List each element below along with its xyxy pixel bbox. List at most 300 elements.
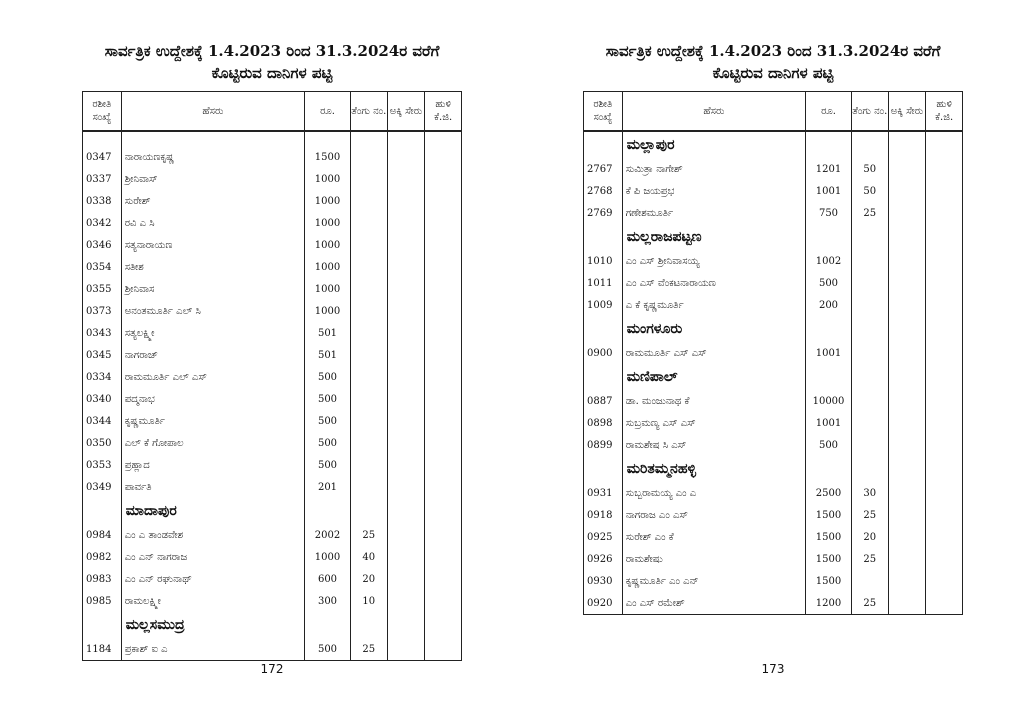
receipt-cell: 0930 (584, 570, 623, 592)
place-heading: ಮಲ್ಲರಾಜಪಟ್ಟಣ (622, 224, 805, 250)
rice-cell (387, 300, 425, 322)
rice-cell (888, 272, 926, 294)
tamarind-cell (425, 388, 462, 410)
table-row (584, 272, 963, 294)
receipt-cell: 0342 (83, 212, 122, 234)
receipt-cell: 0354 (83, 256, 122, 278)
tamarind-cell (425, 410, 462, 432)
tamarind-cell (425, 590, 462, 612)
receipt-cell: 0347 (83, 146, 122, 168)
place-heading: ಮಣಿಪಾಲ್ (622, 364, 805, 390)
header-receipt: ರಶೀತಿ ಸಂಖ್ಯೆ (83, 92, 122, 132)
table-row (584, 548, 963, 570)
coconut-cell: 50 (851, 180, 888, 202)
coconut-cell (350, 366, 387, 388)
coconut-cell (851, 570, 888, 592)
receipt-cell: 0931 (584, 482, 623, 504)
receipt-cell: 2768 (584, 180, 623, 202)
header-rice: ಅಕ್ಕಿ ಸೇರು (387, 92, 425, 132)
table-row (83, 410, 462, 432)
tamarind-cell (425, 546, 462, 568)
rice-cell (888, 592, 926, 615)
donor-table (82, 91, 462, 661)
tamarind-cell (425, 278, 462, 300)
rice-cell (387, 432, 425, 454)
name-cell: ಶ್ರೀನಿವಾಸ (121, 278, 304, 300)
amount-cell: 200 (806, 294, 852, 316)
place-heading-row (584, 224, 963, 250)
rice-cell (387, 322, 425, 344)
tamarind-cell (926, 526, 963, 548)
coconut-cell: 50 (851, 158, 888, 180)
rice-cell (387, 524, 425, 546)
table-body (83, 131, 462, 661)
table-row (584, 434, 963, 456)
coconut-cell (350, 190, 387, 212)
tamarind-cell (425, 190, 462, 212)
header-receipt: ರಶೀತಿ ಸಂಖ್ಯೆ (584, 92, 623, 132)
place-heading: ಮಾದಾಪುರ (121, 498, 304, 524)
name-cell: ಅನಂತಮೂರ್ತಿ ಎಲ್ ಸಿ (121, 300, 304, 322)
amount-cell: 1000 (305, 278, 351, 300)
coconut-cell (350, 212, 387, 234)
receipt-cell: 1009 (584, 294, 623, 316)
name-cell: ಎಂ ಎನ್ ರಘುನಾಥ್ (121, 568, 304, 590)
amount-cell: 1000 (305, 546, 351, 568)
receipt-cell: 0920 (584, 592, 623, 615)
coconut-cell: 40 (350, 546, 387, 568)
name-cell: ಪ್ರಕಾಶ್ ಐ ಎ (121, 638, 304, 661)
rice-cell (888, 434, 926, 456)
amount-cell: 1001 (806, 180, 852, 202)
page-title-line2: ಕೊಟ್ಟಿರುವ ದಾನಿಗಳ ಪಟ್ಟಿ (712, 64, 834, 82)
receipt-cell: 1010 (584, 250, 623, 272)
place-heading: ಮಂಗಳೂರು (622, 316, 805, 342)
rice-cell (387, 568, 425, 590)
receipt-cell: 0925 (584, 526, 623, 548)
name-cell: ರವಿ ಎ ಸಿ (121, 212, 304, 234)
amount-cell: 1500 (806, 570, 852, 592)
coconut-cell: 25 (851, 504, 888, 526)
rice-cell (888, 342, 926, 364)
table-row (584, 342, 963, 364)
table-header-row (83, 92, 462, 132)
tamarind-cell (926, 482, 963, 504)
receipt-cell: 0355 (83, 278, 122, 300)
coconut-cell: 30 (851, 482, 888, 504)
receipt-cell: 0344 (83, 410, 122, 432)
name-cell: ಗಣೇಶಮೂರ್ತಿ (622, 202, 805, 224)
rice-cell (888, 158, 926, 180)
header-tamarind: ಹುಳಿ ಕೆ.ಜಿ. (926, 92, 963, 132)
receipt-cell: 0900 (584, 342, 623, 364)
table-row (584, 482, 963, 504)
tamarind-cell (926, 504, 963, 526)
amount-cell: 201 (305, 476, 351, 498)
receipt-cell: 0918 (584, 504, 623, 526)
name-cell: ಸುಮಿತ್ರಾ ನಾಗೇಶ್ (622, 158, 805, 180)
table-row (83, 344, 462, 366)
coconut-cell (851, 342, 888, 364)
rice-cell (387, 638, 425, 661)
header-tamarind: ಹುಳಿ ಕೆ.ಜಿ. (425, 92, 462, 132)
rice-cell (387, 146, 425, 168)
tamarind-cell (926, 202, 963, 224)
header-amount: ರೂ. (305, 92, 351, 132)
amount-cell: 300 (305, 590, 351, 612)
amount-cell: 500 (806, 272, 852, 294)
amount-cell: 500 (305, 432, 351, 454)
amount-cell: 500 (305, 410, 351, 432)
tamarind-cell (425, 168, 462, 190)
amount-cell: 1000 (305, 190, 351, 212)
place-heading-row (584, 316, 963, 342)
amount-cell: 1500 (305, 146, 351, 168)
spacer-row (83, 131, 462, 146)
tamarind-cell (926, 412, 963, 434)
receipt-cell: 1011 (584, 272, 623, 294)
rice-cell (888, 504, 926, 526)
tamarind-cell (926, 342, 963, 364)
header-coconut: ತೆಂಗು ನಂ. (851, 92, 888, 132)
receipt-cell: 0983 (83, 568, 122, 590)
receipt-cell: 0985 (83, 590, 122, 612)
table-row (83, 638, 462, 661)
name-cell: ಸತ್ಯಲಕ್ಷ್ಮೀ (121, 322, 304, 344)
name-cell: ಎಂ ಎಸ್ ಶ್ರೀನಿವಾಸಯ್ಯ (622, 250, 805, 272)
amount-cell: 1000 (305, 212, 351, 234)
amount-cell: 501 (305, 322, 351, 344)
amount-cell: 750 (806, 202, 852, 224)
rice-cell (387, 234, 425, 256)
receipt-cell: 0982 (83, 546, 122, 568)
name-cell: ರಾಮಲಕ್ಷ್ಮೀ (121, 590, 304, 612)
receipt-cell: 0337 (83, 168, 122, 190)
receipt-cell: 0349 (83, 476, 122, 498)
table-row (83, 322, 462, 344)
table-row (83, 546, 462, 568)
table-row (83, 524, 462, 546)
receipt-cell: 2769 (584, 202, 623, 224)
name-cell: ಶ್ರೀನಿವಾಸ್ (121, 168, 304, 190)
tamarind-cell (425, 212, 462, 234)
tamarind-cell (926, 272, 963, 294)
receipt-cell: 0898 (584, 412, 623, 434)
tamarind-cell (425, 366, 462, 388)
coconut-cell: 25 (851, 548, 888, 570)
tamarind-cell (926, 390, 963, 412)
rice-cell (888, 180, 926, 202)
coconut-cell (350, 432, 387, 454)
tamarind-cell (926, 592, 963, 615)
amount-cell: 1001 (806, 342, 852, 364)
tamarind-cell (425, 256, 462, 278)
page-number: 173 (761, 662, 785, 676)
table-row (584, 390, 963, 412)
table-row (584, 504, 963, 526)
rice-cell (888, 294, 926, 316)
coconut-cell (851, 272, 888, 294)
rice-cell (387, 190, 425, 212)
amount-cell: 2002 (305, 524, 351, 546)
name-cell: ಸುಬ್ರಮಣ್ಯ ಎಸ್ ಎಸ್ (622, 412, 805, 434)
table-row (83, 212, 462, 234)
page-title-line1: ಸಾರ್ವತ್ರಿಕ ಉದ್ದೇಶಕ್ಕೆ 1.4.2023 ರಿಂದ 31.3.2024ರ ವರೆಗೆ (605, 42, 941, 60)
amount-cell: 10000 (806, 390, 852, 412)
tamarind-cell (425, 568, 462, 590)
name-cell: ಎಂ ಎಸ್ ರಮೇಶ್ (622, 592, 805, 615)
name-cell: ಪದ್ಮನಾಭ (121, 388, 304, 410)
receipt-cell: 2767 (584, 158, 623, 180)
name-cell: ರಾಮಶೇಷ ಸಿ ಎಸ್ (622, 434, 805, 456)
table-row (584, 526, 963, 548)
coconut-cell (350, 476, 387, 498)
table-row (83, 146, 462, 168)
table-row (584, 158, 963, 180)
amount-cell: 1500 (806, 526, 852, 548)
amount-cell: 500 (305, 388, 351, 410)
amount-cell: 501 (305, 344, 351, 366)
table-row (83, 568, 462, 590)
table-row (83, 590, 462, 612)
header-amount: ರೂ. (806, 92, 852, 132)
amount-cell: 500 (806, 434, 852, 456)
table-row (584, 180, 963, 202)
coconut-cell (350, 388, 387, 410)
amount-cell: 1000 (305, 168, 351, 190)
amount-cell: 2500 (806, 482, 852, 504)
coconut-cell (350, 410, 387, 432)
table-row (83, 388, 462, 410)
receipt-cell: 0334 (83, 366, 122, 388)
coconut-cell: 10 (350, 590, 387, 612)
tamarind-cell (425, 146, 462, 168)
tamarind-cell (425, 454, 462, 476)
rice-cell (387, 476, 425, 498)
amount-cell: 500 (305, 638, 351, 661)
table-row (584, 250, 963, 272)
table-body (584, 131, 963, 615)
amount-cell: 1002 (806, 250, 852, 272)
place-heading-row (83, 498, 462, 524)
rice-cell (888, 570, 926, 592)
coconut-cell: 20 (350, 568, 387, 590)
page-number: 172 (260, 662, 284, 676)
name-cell: ನಾರಾಯಣಕೃಷ್ಣ (121, 146, 304, 168)
rice-cell (888, 412, 926, 434)
tamarind-cell (425, 432, 462, 454)
rice-cell (888, 548, 926, 570)
table-row (83, 234, 462, 256)
table-row (584, 202, 963, 224)
table-row (83, 476, 462, 498)
name-cell: ಕೃಷ್ಣಮೂರ್ತಿ (121, 410, 304, 432)
amount-cell: 1001 (806, 412, 852, 434)
receipt-cell: 0345 (83, 344, 122, 366)
coconut-cell (350, 168, 387, 190)
rice-cell (387, 410, 425, 432)
page-title-line1: ಸಾರ್ವತ್ರಿಕ ಉದ್ದೇಶಕ್ಕೆ 1.4.2023 ರಿಂದ 31.3.2024ರ ವರೆಗೆ (104, 42, 440, 60)
coconut-cell (350, 256, 387, 278)
table-row (584, 570, 963, 592)
coconut-cell: 25 (350, 524, 387, 546)
receipt-cell: 0353 (83, 454, 122, 476)
table-row (83, 168, 462, 190)
name-cell: ಸುರೇಶ್ ಎಂ ಕೆ (622, 526, 805, 548)
table-row (83, 432, 462, 454)
amount-cell: 1200 (806, 592, 852, 615)
coconut-cell: 20 (851, 526, 888, 548)
name-cell: ಪ್ರಹ್ಲಾದ (121, 454, 304, 476)
tamarind-cell (926, 294, 963, 316)
donor-table (583, 91, 963, 615)
coconut-cell (851, 434, 888, 456)
place-heading-row (584, 456, 963, 482)
coconut-cell (350, 344, 387, 366)
tamarind-cell (926, 434, 963, 456)
receipt-cell: 0350 (83, 432, 122, 454)
coconut-cell (851, 250, 888, 272)
table-row (584, 294, 963, 316)
rice-cell (387, 212, 425, 234)
amount-cell: 1500 (806, 504, 852, 526)
tamarind-cell (926, 548, 963, 570)
table-row (584, 592, 963, 615)
amount-cell: 1000 (305, 234, 351, 256)
name-cell: ಸುರೇಶ್ (121, 190, 304, 212)
header-rice: ಅಕ್ಕಿ ಸೇರು (888, 92, 926, 132)
rice-cell (387, 278, 425, 300)
amount-cell: 600 (305, 568, 351, 590)
tamarind-cell (926, 570, 963, 592)
name-cell: ನಾಗರಾಜ ಎಂ ಎಸ್ (622, 504, 805, 526)
coconut-cell: 25 (851, 202, 888, 224)
name-cell: ಎಲ್ ಕೆ ಗೋಪಾಲ (121, 432, 304, 454)
table-row (584, 412, 963, 434)
coconut-cell (350, 146, 387, 168)
receipt-cell: 0346 (83, 234, 122, 256)
amount-cell: 1000 (305, 256, 351, 278)
receipt-cell: 0338 (83, 190, 122, 212)
rice-cell (387, 256, 425, 278)
table-header-row (584, 92, 963, 132)
place-heading: ಮಲ್ಲಸಮುದ್ರ (121, 612, 304, 638)
name-cell: ರಾಮಮೂರ್ತಿ ಎಲ್ ಎಸ್ (121, 366, 304, 388)
name-cell: ಕೆ ಪಿ ಜಯಪ್ರಭ (622, 180, 805, 202)
left-page (82, 0, 462, 676)
table-row (83, 300, 462, 322)
coconut-cell (350, 454, 387, 476)
name-cell: ಸುಬ್ಬರಾಮಯ್ಯ ಎಂ ಎ (622, 482, 805, 504)
rice-cell (387, 366, 425, 388)
receipt-cell: 0899 (584, 434, 623, 456)
coconut-cell (851, 294, 888, 316)
page-title-line2: ಕೊಟ್ಟಿರುವ ದಾನಿಗಳ ಪಟ್ಟಿ (211, 64, 333, 82)
receipt-cell: 0887 (584, 390, 623, 412)
table-row (83, 454, 462, 476)
tamarind-cell (425, 638, 462, 661)
tamarind-cell (425, 476, 462, 498)
right-page (583, 0, 963, 676)
coconut-cell: 25 (350, 638, 387, 661)
coconut-cell (851, 390, 888, 412)
tamarind-cell (425, 344, 462, 366)
table-row (83, 256, 462, 278)
name-cell: ಪಾರ್ವತಿ (121, 476, 304, 498)
name-cell: ಎಂ ಎನ್ ನಾಗರಾಜ (121, 546, 304, 568)
coconut-cell (851, 412, 888, 434)
place-heading: ಮಲ್ಲಾಪುರ (622, 131, 805, 158)
tamarind-cell (425, 234, 462, 256)
place-heading: ಮರಿತಮ್ಮನಹಳ್ಳಿ (622, 456, 805, 482)
table-row (83, 278, 462, 300)
rice-cell (387, 168, 425, 190)
rice-cell (888, 390, 926, 412)
rice-cell (888, 202, 926, 224)
name-cell: ಡಾ. ಮಂಜುನಾಥ ಕೆ (622, 390, 805, 412)
name-cell: ರಾಮಮೂರ್ತಿ ಎಸ್ ಎಸ್ (622, 342, 805, 364)
rice-cell (387, 344, 425, 366)
tamarind-cell (926, 180, 963, 202)
coconut-cell (350, 300, 387, 322)
table-row (83, 190, 462, 212)
name-cell: ಎಂ ಎ ತಾಂಡವೇಶ (121, 524, 304, 546)
tamarind-cell (926, 158, 963, 180)
coconut-cell (350, 322, 387, 344)
tamarind-cell (926, 250, 963, 272)
receipt-cell: 1184 (83, 638, 122, 661)
name-cell: ಎ ಕೆ ಕೃಷ್ಣಮೂರ್ತಿ (622, 294, 805, 316)
coconut-cell (350, 234, 387, 256)
amount-cell: 1201 (806, 158, 852, 180)
amount-cell: 1500 (806, 548, 852, 570)
amount-cell: 1000 (305, 300, 351, 322)
tamarind-cell (425, 322, 462, 344)
rice-cell (387, 454, 425, 476)
receipt-cell: 0926 (584, 548, 623, 570)
coconut-cell: 25 (851, 592, 888, 615)
rice-cell (387, 388, 425, 410)
tamarind-cell (425, 300, 462, 322)
name-cell: ಕೃಷ್ಣಮೂರ್ತಿ ಎಂ ಎನ್ (622, 570, 805, 592)
rice-cell (387, 546, 425, 568)
name-cell: ಸತ್ಯನಾರಾಯಣ (121, 234, 304, 256)
receipt-cell: 0984 (83, 524, 122, 546)
amount-cell: 500 (305, 454, 351, 476)
table-row (83, 366, 462, 388)
amount-cell: 500 (305, 366, 351, 388)
receipt-cell: 0340 (83, 388, 122, 410)
rice-cell (888, 526, 926, 548)
rice-cell (387, 590, 425, 612)
name-cell: ಸತೀಶ (121, 256, 304, 278)
header-coconut: ತೆಂಗು ನಂ. (350, 92, 387, 132)
tamarind-cell (425, 524, 462, 546)
header-name: ಹೆಸರು (622, 92, 805, 132)
header-name: ಹೆಸರು (121, 92, 304, 132)
rice-cell (888, 482, 926, 504)
receipt-cell: 0373 (83, 300, 122, 322)
rice-cell (888, 250, 926, 272)
place-heading-row (584, 364, 963, 390)
place-heading-row (83, 612, 462, 638)
receipt-cell: 0343 (83, 322, 122, 344)
name-cell: ರಾಮಶೇಷು (622, 548, 805, 570)
name-cell: ಎಂ ಎಸ್ ವೆಂಕಟನಾರಾಯಣ (622, 272, 805, 294)
coconut-cell (350, 278, 387, 300)
place-heading-row (584, 131, 963, 158)
name-cell: ನಾಗರಾಜ್ (121, 344, 304, 366)
